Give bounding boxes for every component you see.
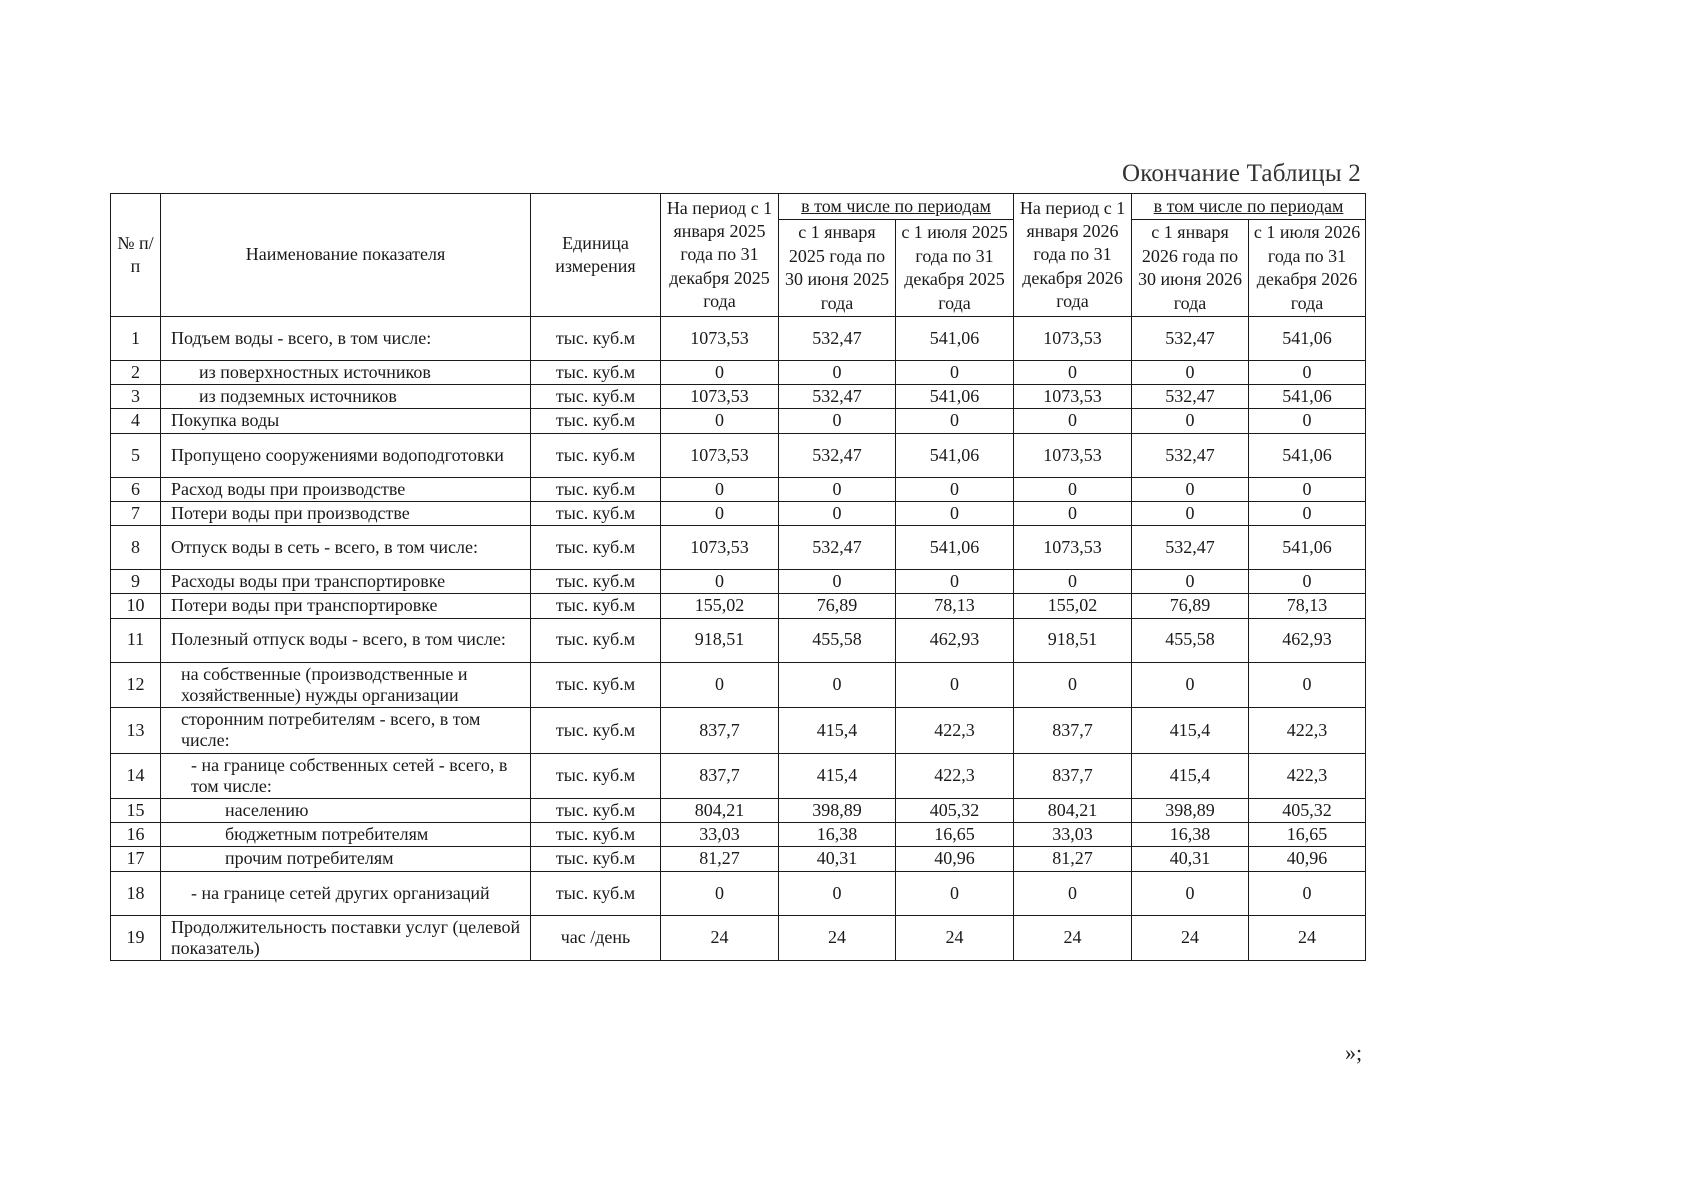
table-body xyxy=(111,316,1366,960)
value-2025-h1: 0 xyxy=(779,409,896,433)
value-2026-h2: 422,3 xyxy=(1249,753,1366,798)
value-2025-h1: 532,47 xyxy=(779,433,896,477)
value-2026-h1: 0 xyxy=(1132,501,1249,525)
header-period-2026: На период с 1 января 2026 года по 31 декабря 2026 года xyxy=(1014,194,1132,317)
row-number: 8 xyxy=(111,526,161,570)
value-2025-h2: 462,93 xyxy=(896,618,1014,662)
row-number: 17 xyxy=(111,847,161,871)
table-row xyxy=(111,316,1366,360)
value-2025-total: 33,03 xyxy=(661,823,779,847)
value-2025-total: 155,02 xyxy=(661,594,779,618)
row-number: 2 xyxy=(111,360,161,384)
row-number: 18 xyxy=(111,871,161,915)
row-number: 9 xyxy=(111,570,161,594)
value-2026-total: 837,7 xyxy=(1014,708,1132,753)
value-2026-total: 0 xyxy=(1014,662,1132,707)
value-2025-h2: 0 xyxy=(896,501,1014,525)
value-2025-total: 0 xyxy=(661,409,779,433)
value-2025-h2: 0 xyxy=(896,871,1014,915)
value-2026-total: 0 xyxy=(1014,871,1132,915)
value-2025-h1: 0 xyxy=(779,871,896,915)
value-2025-h1: 532,47 xyxy=(779,316,896,360)
row-number: 11 xyxy=(111,618,161,662)
value-2025-h1: 76,89 xyxy=(779,594,896,618)
value-2026-h1: 415,4 xyxy=(1132,753,1249,798)
value-2025-total: 24 xyxy=(661,915,779,960)
value-2025-total: 1073,53 xyxy=(661,385,779,409)
value-2025-total: 837,7 xyxy=(661,708,779,753)
indicator-name: бюджетным потребителям xyxy=(161,823,531,847)
table-row xyxy=(111,526,1366,570)
indicator-name: Отпуск воды в сеть - всего, в том числе: xyxy=(161,526,531,570)
unit-cell: тыс. куб.м xyxy=(531,316,661,360)
table-row xyxy=(111,360,1366,384)
unit-cell: тыс. куб.м xyxy=(531,570,661,594)
unit-cell: тыс. куб.м xyxy=(531,662,661,707)
row-number: 14 xyxy=(111,753,161,798)
table-row xyxy=(111,594,1366,618)
value-2025-h1: 455,58 xyxy=(779,618,896,662)
row-number: 16 xyxy=(111,823,161,847)
value-2026-h1: 532,47 xyxy=(1132,433,1249,477)
value-2026-h2: 78,13 xyxy=(1249,594,1366,618)
value-2026-h2: 422,3 xyxy=(1249,708,1366,753)
table-row xyxy=(111,799,1366,823)
header-row-1 xyxy=(111,194,1366,220)
table-row xyxy=(111,433,1366,477)
value-2025-h2: 541,06 xyxy=(896,433,1014,477)
value-2026-h1: 0 xyxy=(1132,871,1249,915)
value-2026-total: 804,21 xyxy=(1014,799,1132,823)
value-2026-h2: 405,32 xyxy=(1249,799,1366,823)
table-row xyxy=(111,871,1366,915)
value-2025-h1: 415,4 xyxy=(779,753,896,798)
header-subgroup-2025: в том числе по периодам xyxy=(779,194,1014,220)
value-2026-total: 0 xyxy=(1014,477,1132,501)
header-h1-2026: с 1 января 2026 года по 30 июня 2026 года xyxy=(1132,220,1249,317)
table-row xyxy=(111,847,1366,871)
value-2026-h2: 541,06 xyxy=(1249,316,1366,360)
unit-cell: тыс. куб.м xyxy=(531,409,661,433)
table-header xyxy=(111,194,1366,317)
indicator-name: - на границе сетей других организаций xyxy=(161,871,531,915)
row-number: 6 xyxy=(111,477,161,501)
unit-cell: тыс. куб.м xyxy=(531,501,661,525)
value-2025-h2: 24 xyxy=(896,915,1014,960)
indicator-name: - на границе собственных сетей - всего, в том числе: xyxy=(161,753,531,798)
header-subgroup-2026: в том числе по периодам xyxy=(1132,194,1366,220)
indicator-name: Полезный отпуск воды - всего, в том числе: xyxy=(161,618,531,662)
header-period-2025: На период с 1 января 2025 года по 31 декабря 2025 года xyxy=(661,194,779,317)
unit-cell: тыс. куб.м xyxy=(531,360,661,384)
table-row xyxy=(111,753,1366,798)
value-2025-h2: 0 xyxy=(896,409,1014,433)
value-2025-h1: 24 xyxy=(779,915,896,960)
value-2026-h2: 0 xyxy=(1249,871,1366,915)
header-h2-2025: с 1 июля 2025 года по 31 декабря 2025 года xyxy=(896,220,1014,317)
value-2026-h1: 398,89 xyxy=(1132,799,1249,823)
value-2026-total: 1073,53 xyxy=(1014,433,1132,477)
value-2026-h1: 532,47 xyxy=(1132,385,1249,409)
row-number: 13 xyxy=(111,708,161,753)
header-name: Наименование показателя xyxy=(161,194,531,317)
header-h1-2025: с 1 января 2025 года по 30 июня 2025 года xyxy=(779,220,896,317)
value-2025-h2: 541,06 xyxy=(896,526,1014,570)
value-2026-h1: 0 xyxy=(1132,409,1249,433)
indicator-name: сторонним потребителям - всего, в том числе: xyxy=(161,708,531,753)
value-2025-h2: 0 xyxy=(896,662,1014,707)
value-2026-total: 0 xyxy=(1014,360,1132,384)
value-2026-total: 1073,53 xyxy=(1014,526,1132,570)
value-2026-h1: 0 xyxy=(1132,662,1249,707)
value-2026-h2: 0 xyxy=(1249,409,1366,433)
value-2025-total: 1073,53 xyxy=(661,316,779,360)
value-2025-total: 0 xyxy=(661,871,779,915)
table-row xyxy=(111,708,1366,753)
value-2025-total: 0 xyxy=(661,360,779,384)
value-2026-h2: 24 xyxy=(1249,915,1366,960)
table-row xyxy=(111,570,1366,594)
unit-cell: тыс. куб.м xyxy=(531,799,661,823)
value-2025-h2: 422,3 xyxy=(896,708,1014,753)
value-2025-total: 0 xyxy=(661,570,779,594)
value-2026-h2: 16,65 xyxy=(1249,823,1366,847)
unit-cell: тыс. куб.м xyxy=(531,823,661,847)
table-caption: Окончание Таблицы 2 xyxy=(1121,160,1361,187)
table-row xyxy=(111,662,1366,707)
row-number: 12 xyxy=(111,662,161,707)
value-2026-h1: 76,89 xyxy=(1132,594,1249,618)
value-2026-h1: 415,4 xyxy=(1132,708,1249,753)
row-number: 7 xyxy=(111,501,161,525)
value-2025-h1: 0 xyxy=(779,570,896,594)
value-2025-h2: 422,3 xyxy=(896,753,1014,798)
value-2025-h2: 0 xyxy=(896,570,1014,594)
unit-cell: тыс. куб.м xyxy=(531,433,661,477)
value-2026-total: 0 xyxy=(1014,409,1132,433)
indicator-name: из поверхностных источников xyxy=(161,360,531,384)
table-row xyxy=(111,618,1366,662)
value-2025-h1: 398,89 xyxy=(779,799,896,823)
indicator-name: на собственные (производственные и хозяйственные) нужды организации xyxy=(161,662,531,707)
indicator-name: Расходы воды при транспортировке xyxy=(161,570,531,594)
value-2026-h2: 0 xyxy=(1249,501,1366,525)
value-2025-h1: 0 xyxy=(779,501,896,525)
value-2025-h2: 40,96 xyxy=(896,847,1014,871)
value-2025-total: 837,7 xyxy=(661,753,779,798)
indicator-name: Пропущено сооружениями водоподготовки xyxy=(161,433,531,477)
value-2025-h1: 0 xyxy=(779,360,896,384)
value-2025-h2: 405,32 xyxy=(896,799,1014,823)
value-2025-h2: 541,06 xyxy=(896,316,1014,360)
indicator-name: Расход воды при производстве xyxy=(161,477,531,501)
table-row xyxy=(111,501,1366,525)
value-2026-total: 837,7 xyxy=(1014,753,1132,798)
value-2026-h2: 541,06 xyxy=(1249,526,1366,570)
value-2025-h1: 532,47 xyxy=(779,526,896,570)
row-number: 10 xyxy=(111,594,161,618)
value-2026-h2: 0 xyxy=(1249,477,1366,501)
row-number: 1 xyxy=(111,316,161,360)
value-2026-h1: 24 xyxy=(1132,915,1249,960)
value-2026-total: 81,27 xyxy=(1014,847,1132,871)
header-num: № п/п xyxy=(111,194,161,317)
value-2026-h1: 455,58 xyxy=(1132,618,1249,662)
unit-cell: тыс. куб.м xyxy=(531,753,661,798)
value-2026-h2: 541,06 xyxy=(1249,385,1366,409)
value-2026-h2: 462,93 xyxy=(1249,618,1366,662)
value-2025-total: 1073,53 xyxy=(661,526,779,570)
value-2025-total: 918,51 xyxy=(661,618,779,662)
value-2026-total: 1073,53 xyxy=(1014,316,1132,360)
table-row xyxy=(111,477,1366,501)
unit-cell: тыс. куб.м xyxy=(531,477,661,501)
closing-quote: »; xyxy=(1345,1040,1363,1065)
value-2026-total: 0 xyxy=(1014,570,1132,594)
value-2025-h2: 78,13 xyxy=(896,594,1014,618)
value-2025-total: 81,27 xyxy=(661,847,779,871)
water-balance-table xyxy=(110,193,1366,961)
indicator-name: Подъем воды - всего, в том числе: xyxy=(161,316,531,360)
indicator-name: Потери воды при производстве xyxy=(161,501,531,525)
unit-cell: тыс. куб.м xyxy=(531,871,661,915)
value-2025-h1: 40,31 xyxy=(779,847,896,871)
table-row xyxy=(111,409,1366,433)
value-2026-h2: 541,06 xyxy=(1249,433,1366,477)
value-2025-h1: 16,38 xyxy=(779,823,896,847)
unit-cell: тыс. куб.м xyxy=(531,526,661,570)
value-2025-h1: 415,4 xyxy=(779,708,896,753)
value-2026-total: 33,03 xyxy=(1014,823,1132,847)
value-2026-total: 1073,53 xyxy=(1014,385,1132,409)
indicator-name: Продолжительность поставки услуг (целевой показатель) xyxy=(161,915,531,960)
value-2025-h2: 16,65 xyxy=(896,823,1014,847)
row-number: 19 xyxy=(111,915,161,960)
value-2026-h1: 0 xyxy=(1132,477,1249,501)
value-2026-total: 918,51 xyxy=(1014,618,1132,662)
value-2026-h1: 0 xyxy=(1132,360,1249,384)
unit-cell: час /день xyxy=(531,915,661,960)
value-2025-h1: 0 xyxy=(779,477,896,501)
unit-cell: тыс. куб.м xyxy=(531,708,661,753)
value-2026-total: 24 xyxy=(1014,915,1132,960)
value-2026-total: 0 xyxy=(1014,501,1132,525)
value-2026-h1: 0 xyxy=(1132,570,1249,594)
value-2025-total: 804,21 xyxy=(661,799,779,823)
value-2026-h1: 16,38 xyxy=(1132,823,1249,847)
value-2026-total: 155,02 xyxy=(1014,594,1132,618)
value-2026-h2: 40,96 xyxy=(1249,847,1366,871)
header-unit: Единица измерения xyxy=(531,194,661,317)
unit-cell: тыс. куб.м xyxy=(531,847,661,871)
row-number: 4 xyxy=(111,409,161,433)
value-2025-h1: 532,47 xyxy=(779,385,896,409)
value-2025-h2: 541,06 xyxy=(896,385,1014,409)
unit-cell: тыс. куб.м xyxy=(531,385,661,409)
value-2025-total: 0 xyxy=(661,501,779,525)
value-2025-total: 0 xyxy=(661,477,779,501)
value-2026-h1: 532,47 xyxy=(1132,526,1249,570)
value-2026-h1: 40,31 xyxy=(1132,847,1249,871)
value-2025-h2: 0 xyxy=(896,477,1014,501)
value-2025-h2: 0 xyxy=(896,360,1014,384)
indicator-name: из подземных источников xyxy=(161,385,531,409)
row-number: 5 xyxy=(111,433,161,477)
row-number: 3 xyxy=(111,385,161,409)
indicator-name: Покупка воды xyxy=(161,409,531,433)
indicator-name: Потери воды при транспортировке xyxy=(161,594,531,618)
value-2026-h2: 0 xyxy=(1249,360,1366,384)
table-row xyxy=(111,915,1366,960)
row-number: 15 xyxy=(111,799,161,823)
unit-cell: тыс. куб.м xyxy=(531,594,661,618)
indicator-name: прочим потребителям xyxy=(161,847,531,871)
value-2025-total: 0 xyxy=(661,662,779,707)
value-2026-h2: 0 xyxy=(1249,570,1366,594)
table-row xyxy=(111,385,1366,409)
value-2026-h1: 532,47 xyxy=(1132,316,1249,360)
value-2025-total: 1073,53 xyxy=(661,433,779,477)
value-2025-h1: 0 xyxy=(779,662,896,707)
header-h2-2026: с 1 июля 2026 года по 31 декабря 2026 года xyxy=(1249,220,1366,317)
indicator-name: населению xyxy=(161,799,531,823)
table-row xyxy=(111,823,1366,847)
value-2026-h2: 0 xyxy=(1249,662,1366,707)
unit-cell: тыс. куб.м xyxy=(531,618,661,662)
